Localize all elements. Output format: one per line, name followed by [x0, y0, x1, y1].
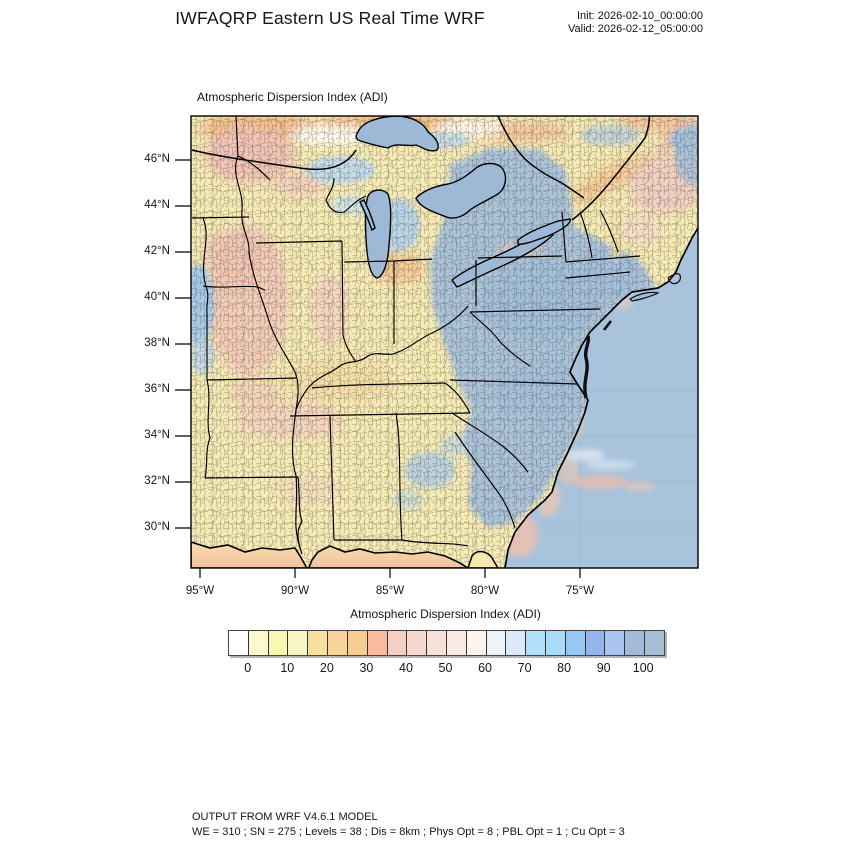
lat-tick-label: 32°N: [144, 475, 170, 487]
colorbar-cell: [387, 631, 407, 655]
colorbar-cell: [327, 631, 347, 655]
lon-tick-label: 80°W: [470, 585, 500, 597]
page-title: IWFAQRP Eastern US Real Time WRF: [175, 8, 485, 28]
lat-tick-label: 40°N: [144, 291, 170, 303]
lat-tick-label: 38°N: [144, 337, 170, 349]
colorbar-tick-label: 10: [280, 661, 295, 675]
colorbar-cell: [367, 631, 387, 655]
colorbar-tick-label: 90: [596, 661, 611, 675]
colorbar-cell: [426, 631, 446, 655]
colorbar: [228, 630, 665, 656]
colorbar-cell: [505, 631, 525, 655]
colorbar-tick-label: 50: [438, 661, 453, 675]
colorbar-cell: [307, 631, 327, 655]
footer-notes: [192, 810, 625, 839]
lat-tick-label: 30°N: [144, 521, 170, 533]
lon-tick-label: 85°W: [375, 585, 405, 597]
colorbar-cell: [525, 631, 545, 655]
lat-tick-label: 42°N: [144, 245, 170, 257]
colorbar-cell: [585, 631, 605, 655]
colorbar-title: Atmospheric Dispersion Index (ADI): [350, 607, 541, 621]
colorbar-tick-label: 40: [399, 661, 413, 675]
colorbar-tick-label: 60: [478, 661, 492, 675]
colorbar-tick-label: 80: [557, 661, 572, 675]
lat-tick-label: 46°N: [144, 153, 170, 165]
colorbar-tick-label: 30: [359, 661, 374, 675]
footer-line1: OUTPUT FROM WRF V4.6.1 MODEL: [192, 811, 378, 823]
lat-tick-label: 44°N: [144, 199, 170, 211]
colorbar-cell: [565, 631, 585, 655]
footer-line2: WE = 310 ; SN = 275 ; Levels = 38 ; Dis = 8km ; Phys Opt = 8 ; PBL Opt = 1 ; Cu Opt = 3: [192, 825, 625, 838]
lon-tick-label: 90°W: [280, 585, 310, 597]
colorbar-cell: [268, 631, 288, 655]
init-time: Init: 2026-02-10_00:00:00: [577, 10, 703, 22]
colorbar-cell: [604, 631, 624, 655]
colorbar-cell: [644, 631, 664, 655]
colorbar-cell: [624, 631, 644, 655]
lon-tick-label: 75°W: [565, 585, 595, 597]
colorbar-cell: [229, 631, 248, 655]
colorbar-tick-label: 20: [319, 661, 334, 675]
colorbar-cell: [545, 631, 565, 655]
lat-tick-label: 36°N: [144, 383, 170, 395]
colorbar-cell: [466, 631, 486, 655]
colorbar-cell: [446, 631, 466, 655]
colorbar-tick-label: 70: [517, 661, 532, 675]
map-subtitle: Atmospheric Dispersion Index (ADI): [197, 90, 388, 104]
colorbar-cell: [347, 631, 367, 655]
valid-time: Valid: 2026-02-12_05:00:00: [568, 23, 703, 35]
colorbar-cell: [248, 631, 268, 655]
lon-tick-label: 95°W: [185, 585, 215, 597]
colorbar-tick-label: 0: [244, 661, 252, 675]
colorbar-tick-label: 100: [632, 661, 654, 675]
colorbar-cell: [486, 631, 506, 655]
colorbar-cell: [287, 631, 307, 655]
lat-tick-label: 34°N: [144, 429, 170, 441]
colorbar-cell: [406, 631, 426, 655]
